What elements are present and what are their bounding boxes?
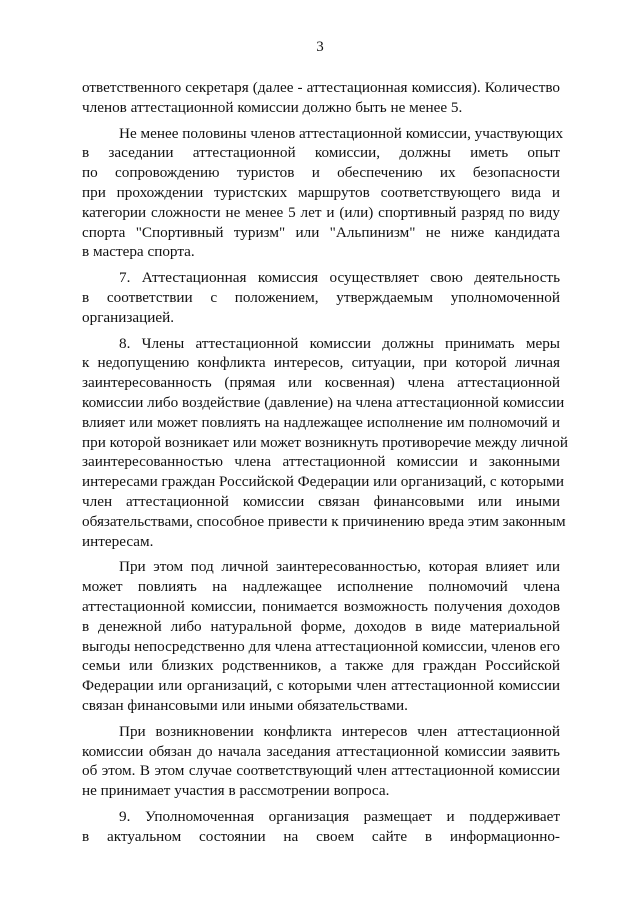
text-line: категории сложности не менее 5 лет и (или) спортивный разряд по виду [82, 203, 560, 221]
text-line: влияет или может повлиять на надлежащее исполнение им полномочий и [82, 413, 560, 431]
text-line: связан финансовыми или иными обязательствами. [82, 696, 408, 714]
text-line: аттестационной комиссии, понимается возможность получения доходов [82, 597, 560, 615]
text-line: заинтересованностью члена аттестационной комиссии и законными [82, 453, 560, 471]
text-line: При этом под личной заинтересованностью, которая влияет или [119, 558, 560, 576]
text-line: комиссии обязан до начала заседания аттестационной комиссии заявить [82, 742, 560, 760]
text-line: в мастера спорта. [82, 243, 195, 261]
text-line: в денежной либо натуральной форме, доходов в виде материальной [82, 617, 560, 635]
text-line: 9. Уполномоченная организация размещает и поддерживает [119, 807, 560, 825]
text-line: интересам. [82, 532, 154, 550]
text-line: 7. Аттестационная комиссия осуществляет свою деятельность [119, 269, 560, 287]
paragraph-member-experience [82, 124, 564, 263]
text-line: организацией. [82, 308, 175, 326]
text-line: в заседании аттестационной комиссии, должны иметь опыт [82, 144, 560, 162]
text-line: комиссии либо воздействие (давление) на члена аттестационной комиссии [82, 393, 565, 411]
text-line: Не менее половины членов аттестационной комиссии, участвующих [119, 124, 564, 142]
text-line: не принимает участия в рассмотрении вопроса. [82, 782, 390, 800]
text-line: при которой возникает или может возникнуть противоречие между личной [82, 433, 569, 451]
text-line: Федерации или организаций, с которыми член аттестационной комиссии [82, 677, 560, 695]
text-line: интересами граждан Российской Федерации или организаций, с которыми [82, 473, 565, 491]
text-line: к недопущению конфликта интересов, ситуации, при которой личная [82, 354, 560, 372]
text-line: об этом. В этом случае соответствующий член аттестационной комиссии [82, 762, 560, 780]
text-line: семьи или близких родственников, а также для граждан Российской [82, 657, 560, 675]
paragraph-commission-size [82, 78, 560, 118]
text-line: по сопровождению туристов и обеспечению их безопасности [82, 164, 560, 182]
text-line: при прохождении туристских маршрутов соответствующего вида и [82, 183, 560, 201]
page-number: 3 [316, 39, 324, 55]
text-line: может повлиять на надлежащее исполнение полномочий члена [82, 578, 560, 596]
text-line: заинтересованность (прямая или косвенная) члена аттестационной [82, 374, 560, 392]
text-line: спорта "Спортивный туризм" или "Альпинизм" не ниже кандидата [82, 223, 560, 241]
paragraph-item-8 [82, 334, 569, 552]
paragraph-item-9 [82, 807, 560, 847]
text-line: ответственного секретаря (далее - аттестационная комиссия). Количество [82, 79, 560, 96]
document-body [82, 78, 569, 852]
text-line: При возникновении конфликта интересов член аттестационной [119, 722, 560, 740]
text-line: в актуальном состоянии на своем сайте в информационно- [82, 827, 560, 845]
paragraph-personal-interest [82, 557, 560, 715]
text-line: обязательствами, способное привести к причинению вреда этим законным [82, 512, 566, 530]
text-line: в соответствии с положением, утверждаемым уполномоченной [82, 288, 560, 306]
text-line: 8. Члены аттестационной комиссии должны принимать меры [119, 334, 560, 352]
text-line: выгоды непосредственно для члена аттестационной комиссии, членов его [82, 637, 560, 655]
text-line: член аттестационной комиссии связан финансовыми или иными [82, 492, 560, 510]
paragraph-item-7 [82, 268, 560, 327]
paragraph-conflict-of-interest [82, 722, 560, 801]
text-line: членов аттестационной комиссии должно быть не менее 5. [82, 98, 463, 116]
